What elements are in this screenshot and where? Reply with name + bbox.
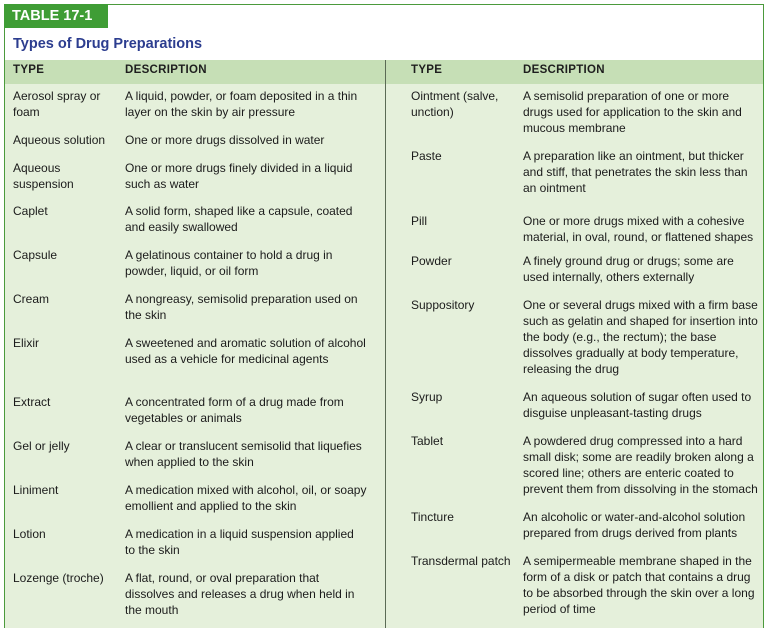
right-row-type: Paste xyxy=(411,149,442,163)
left-row-description: One or more drugs dissolved in water xyxy=(125,133,325,147)
right-row-type: Ointment (salve, unction) xyxy=(411,89,499,119)
left-row-type: Aqueous solution xyxy=(13,133,106,147)
right-row-type: Powder xyxy=(411,254,452,268)
left-row-description: A solid form, shaped like a capsule, coated and easily swallowed xyxy=(125,204,353,234)
left-row-type: Elixir xyxy=(13,336,39,350)
right-description-header: DESCRIPTION xyxy=(523,64,605,76)
left-row-description: A sweetened and aromatic solution of alcohol used as a vehicle for medicinal agents xyxy=(125,336,366,366)
left-row-description: A flat, round, or oval preparation that dissolves and releases a drug when held in the mouth xyxy=(125,571,355,617)
left-description-header: DESCRIPTION xyxy=(125,64,207,76)
left-row-type: Liniment xyxy=(13,483,59,497)
left-row-type: Extract xyxy=(13,395,51,409)
right-row-type: Suppository xyxy=(411,298,475,312)
left-type-header: TYPE xyxy=(13,64,45,76)
right-row-type: Tincture xyxy=(411,510,454,524)
left-row-type: Capsule xyxy=(13,248,58,262)
left-row-type: Lozenge (troche) xyxy=(13,571,104,585)
table-number-label: TABLE 17-1 xyxy=(4,4,108,28)
right-row-description: A finely ground drug or drugs; some are used internally, others externally xyxy=(523,254,734,284)
left-row-description: A medication mixed with alcohol, oil, or soapy emollient and applied to the skin xyxy=(125,483,367,513)
drug-preparations-table xyxy=(4,4,764,628)
left-row-type: Gel or jelly xyxy=(13,439,70,453)
right-row-description: A semipermeable membrane shaped in the form of a disk or patch that contains a drug to be absorbed through the skin over a long period of time xyxy=(523,554,755,616)
right-row-description: A powdered drug compressed into a hard small disk; some are readily broken along a scored line; others are enteric coated to prevent them from dissolving in the stomach xyxy=(523,434,758,496)
left-row-type: Cream xyxy=(13,292,50,306)
right-row-description: An aqueous solution of sugar often used to disguise unpleasant-tasting drugs xyxy=(523,390,752,420)
left-row-description: A liquid, powder, or foam deposited in a thin layer on the skin by air pressure xyxy=(125,89,358,119)
right-row-description: A semisolid preparation of one or more drugs used for application to the skin and mucous membrane xyxy=(523,89,742,135)
left-row-type: Aqueous suspension xyxy=(13,161,74,191)
right-row-description: One or more drugs mixed with a cohesive material, in oval, round, or flattened shapes xyxy=(523,214,754,244)
right-row-type: Pill xyxy=(411,214,428,228)
right-row-description: A preparation like an ointment, but thicker and stiff, that penetrates the skin less than an ointment xyxy=(523,149,748,195)
right-type-header: TYPE xyxy=(411,64,443,76)
column-divider xyxy=(385,60,386,628)
left-row-description: One or more drugs finely divided in a liquid such as water xyxy=(125,161,353,191)
right-row-type: Tablet xyxy=(411,434,444,448)
column-header-band xyxy=(5,60,763,84)
right-row-description: An alcoholic or water-and-alcohol solution prepared from drugs derived from plants xyxy=(523,510,746,540)
left-row-type: Lotion xyxy=(13,527,46,541)
left-row-description: A concentrated form of a drug made from vegetables or animals xyxy=(125,395,344,425)
left-row-type: Aerosol spray or foam xyxy=(13,89,101,119)
left-row-description: A medication in a liquid suspension applied to the skin xyxy=(125,527,354,557)
left-row-description: A clear or translucent semisolid that liquefies when applied to the skin xyxy=(125,439,362,469)
left-row-description: A nongreasy, semisolid preparation used on the skin xyxy=(125,292,358,322)
right-row-type: Transdermal patch xyxy=(411,554,511,568)
table-title: Types of Drug Preparations xyxy=(13,36,203,52)
left-row-description: A gelatinous container to hold a drug in powder, liquid, or oil form xyxy=(125,248,333,278)
right-row-description: One or several drugs mixed with a firm base such as gelatin and shaped for insertion into the body (e.g., the rectum); the base dissolves gradually at body temperature, releasing the drug xyxy=(523,298,758,376)
left-row-type: Caplet xyxy=(13,204,48,218)
right-row-type: Syrup xyxy=(411,390,443,404)
